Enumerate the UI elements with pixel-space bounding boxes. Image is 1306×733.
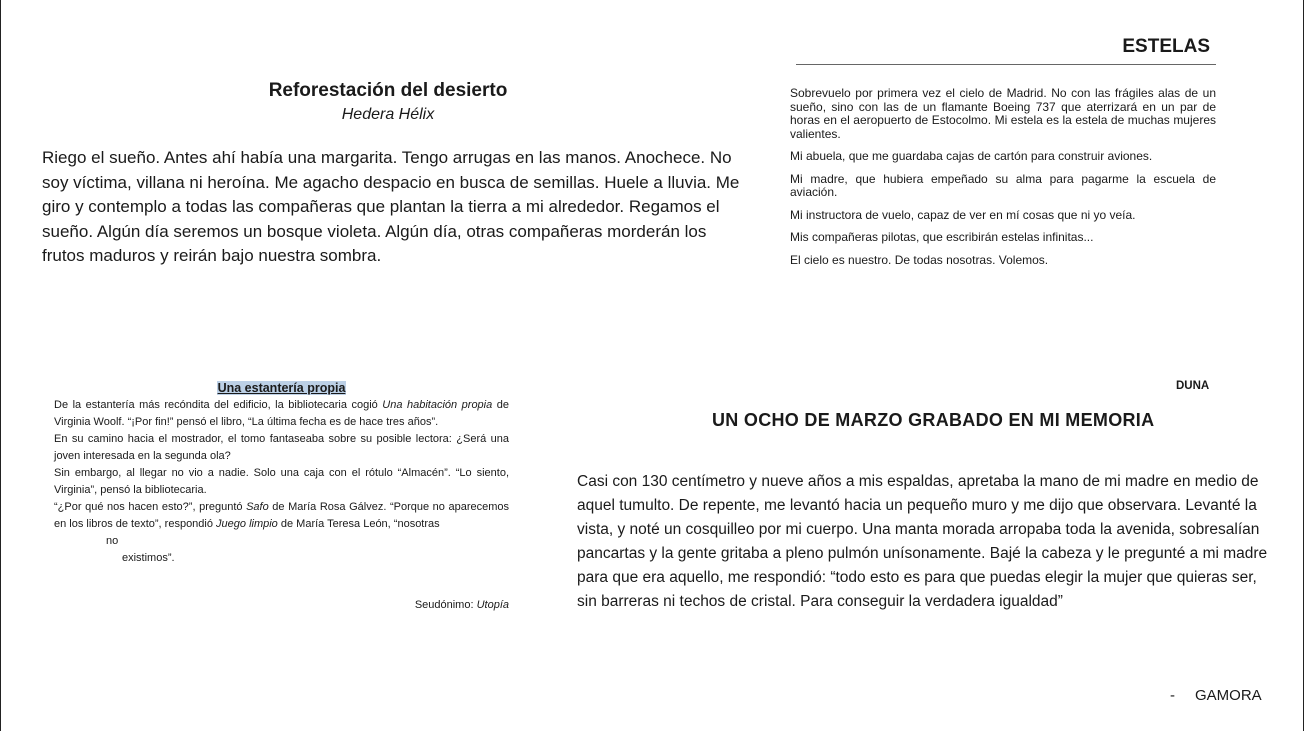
story-paragraph: Mi instructora de vuelo, capaz de ver en mí cosas que ni yo veía. <box>790 207 1136 222</box>
verse-line: existimos”. <box>122 552 175 564</box>
story-estelas <box>790 30 1216 276</box>
story-paragraph <box>54 397 509 431</box>
story-paragraph: Mis compañeras pilotas, que escribirán estelas infinitas... <box>790 230 1094 244</box>
story-title: Reforestación del desierto <box>268 80 508 101</box>
signature-name: GAMORA <box>1195 687 1262 704</box>
text-run: de María Rosa Gálvez. “Porque no aparecemos en los libros de texto”, respondió <box>54 501 510 530</box>
text-run: De la estantería más recóndita del edificio, la bibliotecaria cogió <box>54 399 383 411</box>
story-title: ESTELAS <box>1122 36 1210 57</box>
corner-label: DUNA <box>1176 380 1210 392</box>
story-body: Riego el sueño. Antes ahí había una margarita. Tengo arrugas en las manos. Anochece. No soy víctima, villana ni heroína. Me agacho despacio en busca de semillas. Huele a lluvia. Me giro y contemplo a todas las compañeras que plantan la tierra a mi alrededor. Regamos el sueño. Algún día seremos un bosque violeta. Algún día, otras compañeras morderán los frutos maduros y reirán bajo nuestra sombra. <box>42 148 740 265</box>
story-paragraph: Mi madre, que hubiera empeñado su alma para pagarme la escuela de aviación. <box>790 171 1216 199</box>
story-body: Casi con 130 centímetro y nueve años a mis espaldas, apretaba la mano de mi madre en medio de aquel tumulto. De repente, me levantó hacia un pequeño muro y me dijo que observara. Levanté la vista, y noté un cosquilleo por mi cuerpo. Una manta morada arropaba toda la avenida, sobresalían pancartas y la gente gritaba a pleno pulmón unísonamente. Bajé la cabeza y le pregunté a mi madre para que era aquello, me respondió: “todo esto es para que puedas elegir la mujer que quieras ser, sin barreras ni techos de cristal. Para conseguir la verdadera igualdad” <box>577 473 1268 610</box>
verse-line: no <box>106 535 119 547</box>
story-author: Hedera Hélix <box>341 106 435 123</box>
signature-dash: - <box>1170 687 1175 704</box>
highlighted-title: Una estantería propia <box>217 381 346 395</box>
story-reforestacion <box>42 80 742 269</box>
story-paragraph: Mi abuela, que me guardaba cajas de cartón para construir aviones. <box>790 149 1153 163</box>
story-body <box>790 87 1216 267</box>
book-title: Una habitación propia <box>382 399 493 411</box>
signature <box>1170 687 1262 704</box>
story-title <box>54 380 509 397</box>
story-paragraph <box>54 499 509 533</box>
book-title: Juego limpio <box>216 518 278 530</box>
story-estanteria <box>54 380 509 625</box>
story-title: UN OCHO DE MARZO GRABADO EN MI MEMORIA <box>712 409 1155 430</box>
text-run: de María Teresa León, “nosotras <box>277 518 440 530</box>
signature-label: Seudónimo: <box>414 599 477 611</box>
text-run: “¿Por qué nos hacen esto?”, preguntó <box>54 501 247 513</box>
story-paragraph: Sin embargo, al llegar no vio a nadie. Solo una caja con el rótulo “Almacén”. “Lo siento, Virginia”, pensó la bibliotecaria. <box>54 467 509 496</box>
story-paragraph: Sobrevuelo por primera vez el cielo de Madrid. No con las frágiles alas de un sueño, sino con las de un flamante Boeing 737 que aterrizará en un par de horas en el aeropuerto de Estocolmo. Mi estela es la estela de muchas mujeres valientes. <box>790 86 1216 141</box>
title-rule <box>796 64 1216 65</box>
text-run: de Virginia Woolf. “¡Por fin!” pensó el libro, “La última fecha es de hace tres años”. <box>54 399 510 428</box>
book-title: Safo <box>246 501 269 513</box>
signature-name: Utopía <box>476 599 509 611</box>
signature <box>54 597 509 614</box>
story-paragraph: El cielo es nuestro. De todas nosotras. Volemos. <box>790 252 1049 267</box>
story-paragraph: En su camino hacia el mostrador, el tomo fantaseaba sobre su posible lectora: ¿Será una joven interesada en la segunda ola? <box>54 433 509 462</box>
